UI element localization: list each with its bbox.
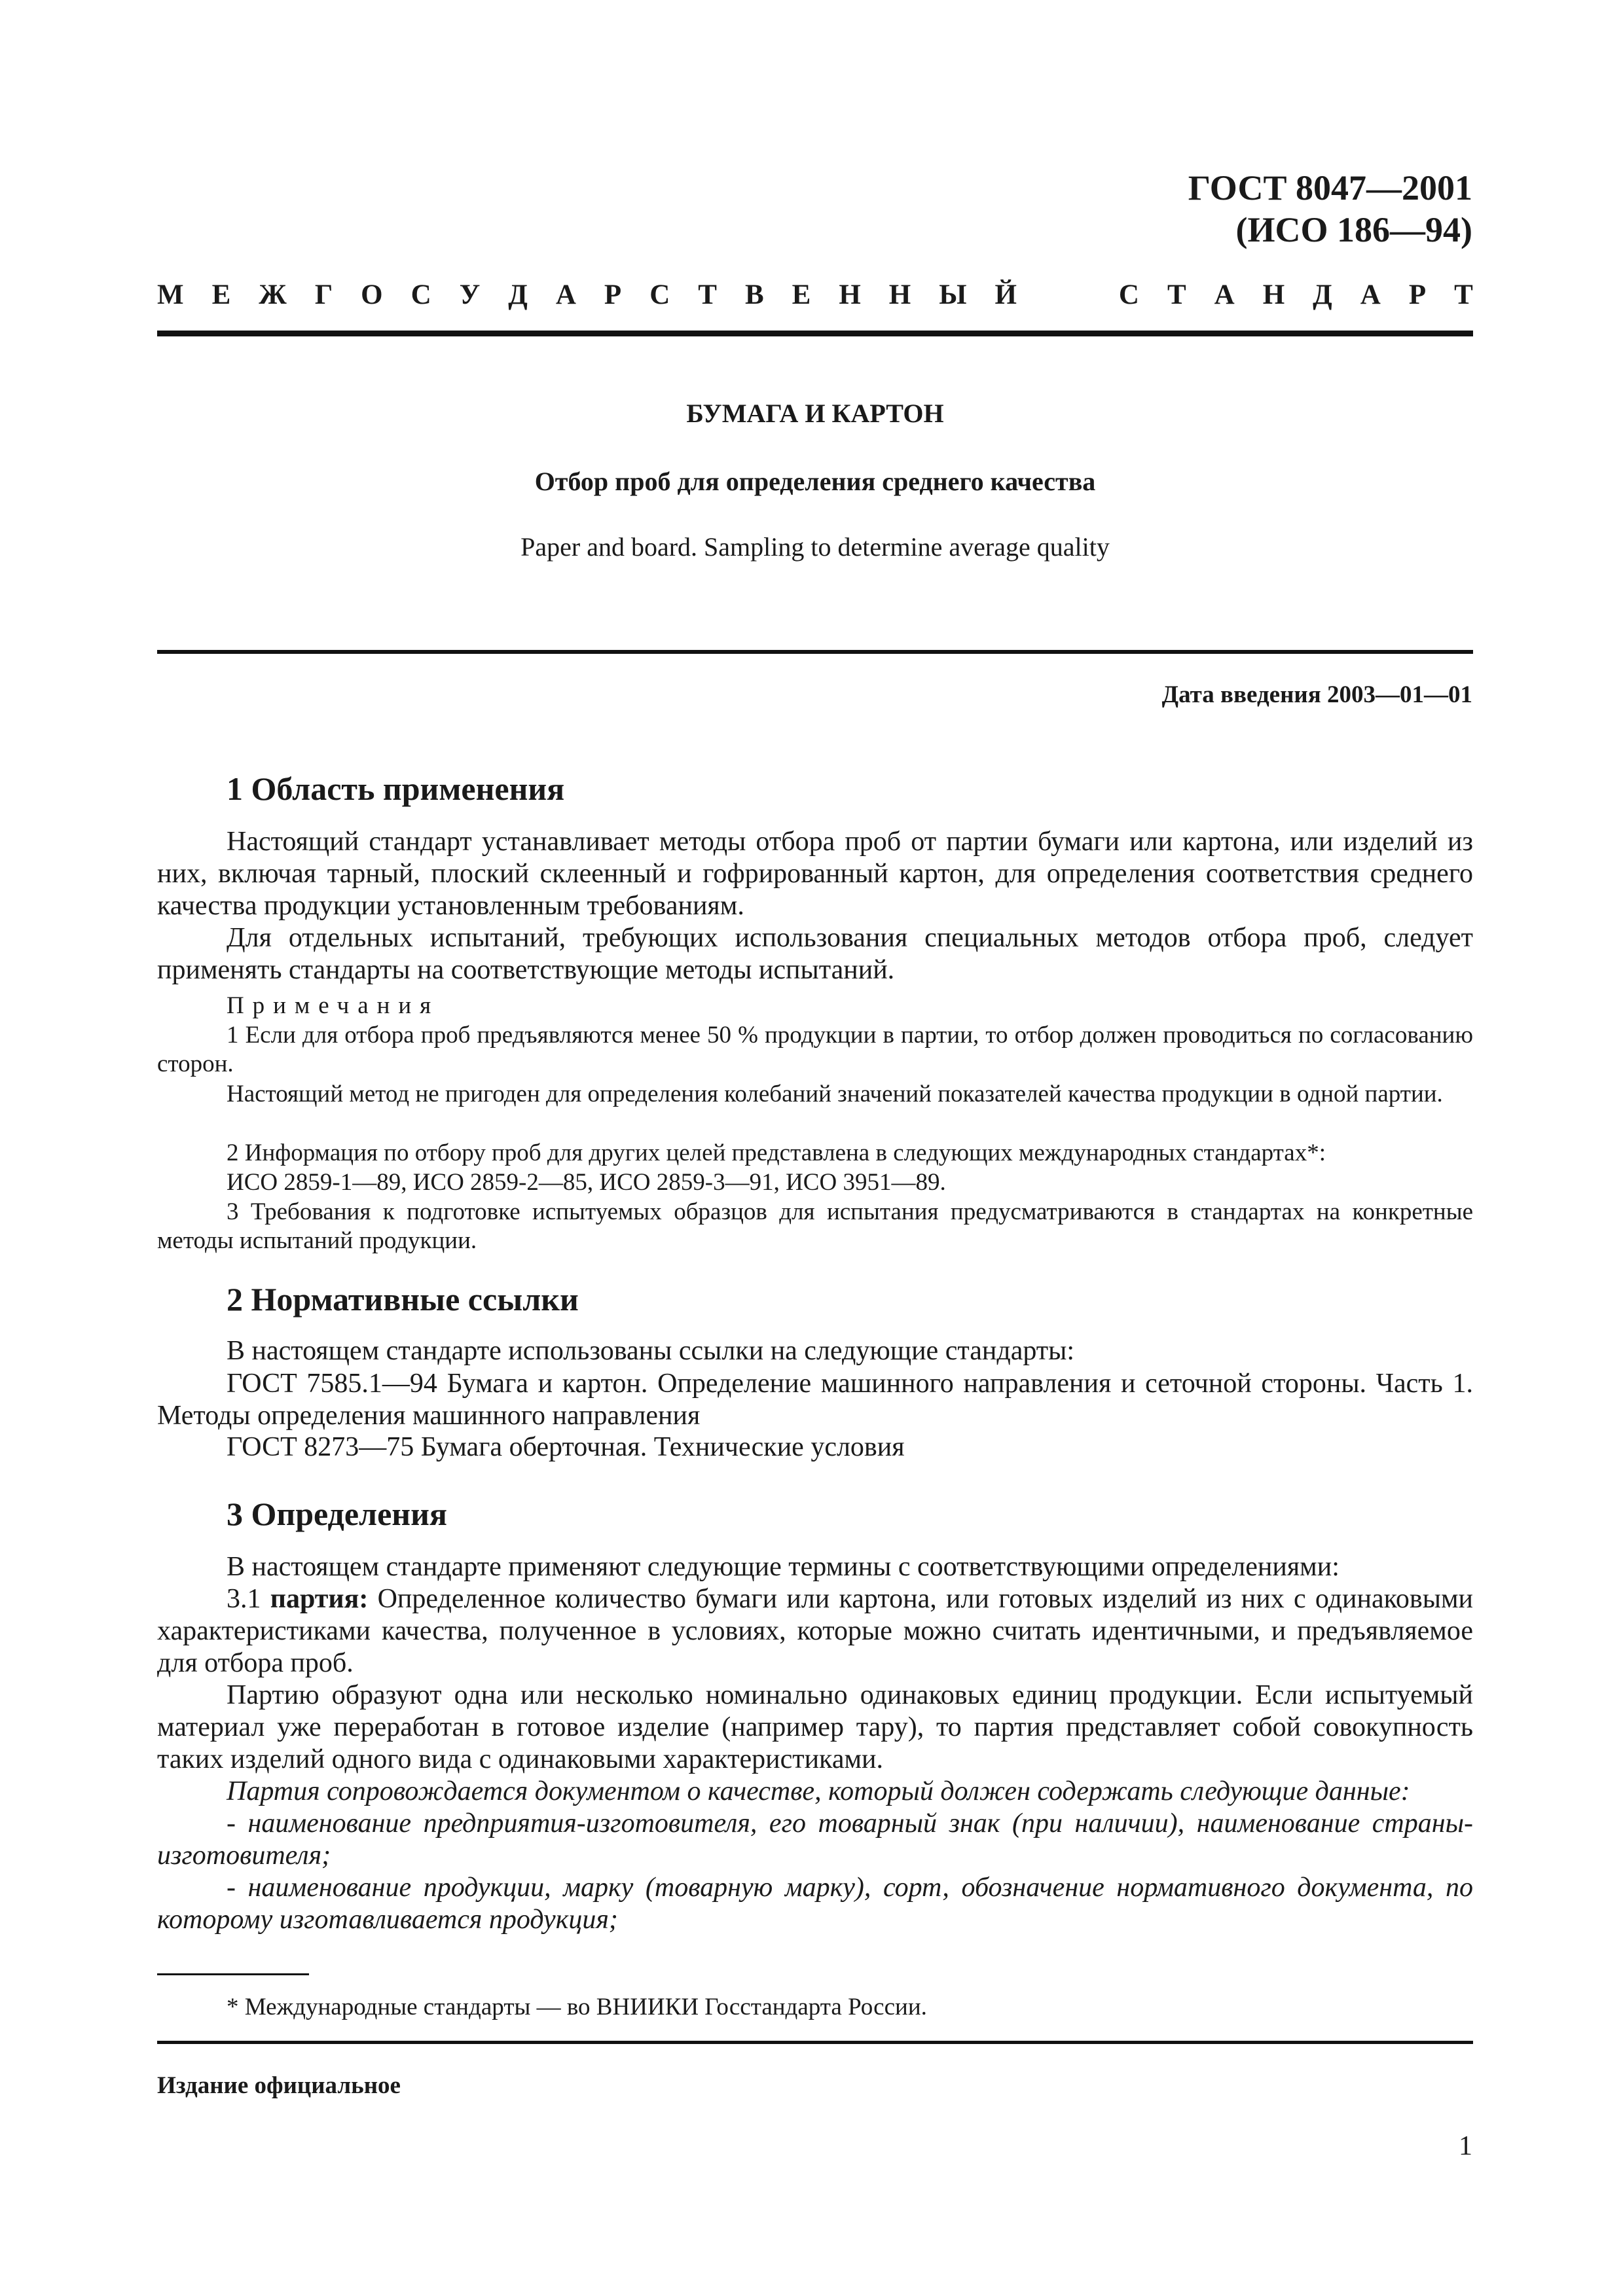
- banner-letter: М: [157, 279, 184, 310]
- interstate-standard-banner: [157, 275, 1473, 314]
- banner-letter: Р: [604, 279, 622, 310]
- banner-letter: А: [1360, 279, 1381, 310]
- document-subtitle: Отбор проб для определения среднего качества: [534, 467, 1096, 496]
- banner-letter: Й: [994, 279, 1017, 310]
- banner-letter: Ы: [939, 279, 967, 310]
- banner-letter: Н: [1262, 279, 1285, 310]
- section-2-heading: 2 Нормативные ссылки: [227, 1281, 579, 1318]
- quality-document-intro: Партия сопровождается документом о качестве, который должен содержать следующие данные:: [227, 1776, 1410, 1806]
- banner-letter: С: [1118, 279, 1139, 310]
- banner-letter: А: [1214, 279, 1235, 310]
- banner-letter: Д: [1313, 279, 1332, 310]
- banner-letter: Н: [839, 279, 861, 310]
- footnote-rule: [157, 1973, 309, 1975]
- footer-rule: [157, 2041, 1473, 2044]
- english-title: Paper and board. Sampling to determine average quality: [520, 532, 1110, 562]
- quality-item-product: - наименование продукции, марку (товарную марку), сорт, обозначение нормативного документа, по которому изготавливается продукция;: [157, 1873, 1473, 1935]
- reference-1: ГОСТ 7585.1—94 Бумага и картон. Определение машинного направления и сеточной стороны. Часть 1. Методы определения машинного направления: [157, 1369, 1473, 1431]
- banner-letter: Е: [792, 279, 811, 310]
- definition-3-1: [157, 1583, 1473, 1679]
- reference-2: ГОСТ 8273—75 Бумага оберточная. Технические условия: [227, 1432, 905, 1462]
- banner-letter: А: [555, 279, 576, 310]
- banner-letter: О: [361, 279, 383, 310]
- banner-letter: С: [410, 279, 431, 310]
- banner-letter: Т: [698, 279, 717, 310]
- banner-letter: Г: [314, 279, 333, 310]
- document-title: БУМАГА И КАРТОН: [686, 399, 944, 428]
- quality-item-manufacturer: - наименование предприятия-изготовителя, его товарный знак (при наличии), наименование страны-изготовителя;: [157, 1808, 1473, 1871]
- banner-letter: Т: [1167, 279, 1186, 310]
- note-2: 2 Информация по отбору проб для других целей представлена в следующих международных стандартах*:: [227, 1139, 1326, 1166]
- iso-number: (ИСО 186—94): [1235, 210, 1472, 249]
- section-3-heading: 3 Определения: [227, 1496, 447, 1532]
- banner-letter: У: [459, 279, 481, 310]
- banner-letter: Н: [888, 279, 911, 310]
- section-1-para-2: Для отдельных испытаний, требующих использования специальных методов отбора проб, следует применять стандарты на соответствующие методы испытаний.: [157, 923, 1473, 985]
- banner-letter: В: [744, 279, 764, 310]
- section-1-heading: 1 Область применения: [227, 770, 565, 807]
- note-3: 3 Требования к подготовке испытуемых образцов для испытания предусматриваются в стандартах на конкретные методы испытаний продукции.: [157, 1198, 1473, 1254]
- note-1: 1 Если для отбора проб предъявляются менее 50 % продукции в партии, то отбор должен проводиться по согласованию сторон.: [157, 1022, 1473, 1077]
- section-2-para-1: В настоящем стандарте использованы ссылки на следующие стандарты:: [227, 1336, 1075, 1366]
- note-2b: ИСО 2859-1—89, ИСО 2859-2—85, ИСО 2859-3—91, ИСО 3951—89.: [227, 1169, 946, 1196]
- official-edition-label: Издание официальное: [157, 2072, 401, 2099]
- section-1-para-1: Настоящий стандарт устанавливает методы отбора проб от партии бумаги или картона, или изделий из них, включая тарный, плоский склеенный и гофрированный картон, для определения соответствия среднего качества продукции установленным требованиям.: [157, 827, 1473, 921]
- definition-number: 3.1: [227, 1584, 261, 1614]
- definition-text: Определенное количество бумаги или картона, или готовых изделий из них с одинаковыми характеристиками качества, полученное в условиях, которые можно считать идентичными, и предъявляемое для отбора проб.: [157, 1584, 1474, 1678]
- definition-term: партия:: [270, 1584, 369, 1614]
- banner-letter: С: [649, 279, 670, 310]
- notes-label: Примечания: [227, 992, 440, 1019]
- banner-letter: Т: [1454, 279, 1473, 310]
- title-rule: [157, 650, 1473, 654]
- footnote: * Международные стандарты — во ВНИИКИ Госстандарта России.: [227, 1994, 927, 2020]
- gost-number: ГОСТ 8047—2001: [1188, 168, 1472, 207]
- note-1b: Настоящий метод не пригоден для определения колебаний значений показателей качества продукции в одной партии.: [227, 1081, 1443, 1107]
- banner-letter: Р: [1408, 279, 1427, 310]
- introduction-date: Дата введения 2003—01—01: [1161, 681, 1472, 708]
- banner-letter: Д: [508, 279, 528, 310]
- gost-number-block: [1188, 167, 1472, 251]
- header-rule: [157, 331, 1473, 336]
- page-number: 1: [1459, 2131, 1472, 2161]
- banner-letter: Е: [211, 279, 231, 310]
- section-3-para-1: В настоящем стандарте применяют следующие термины с соответствующими определениями:: [227, 1552, 1340, 1582]
- section-3-para-2: Партию образуют одна или несколько номинально одинаковых единиц продукции. Если испытуемый материал уже переработан в готовое изделие (например тару), то партия представляет собой совокупность таких изделий одного вида с одинаковыми характеристиками.: [157, 1680, 1473, 1774]
- banner-letter: Ж: [259, 279, 287, 310]
